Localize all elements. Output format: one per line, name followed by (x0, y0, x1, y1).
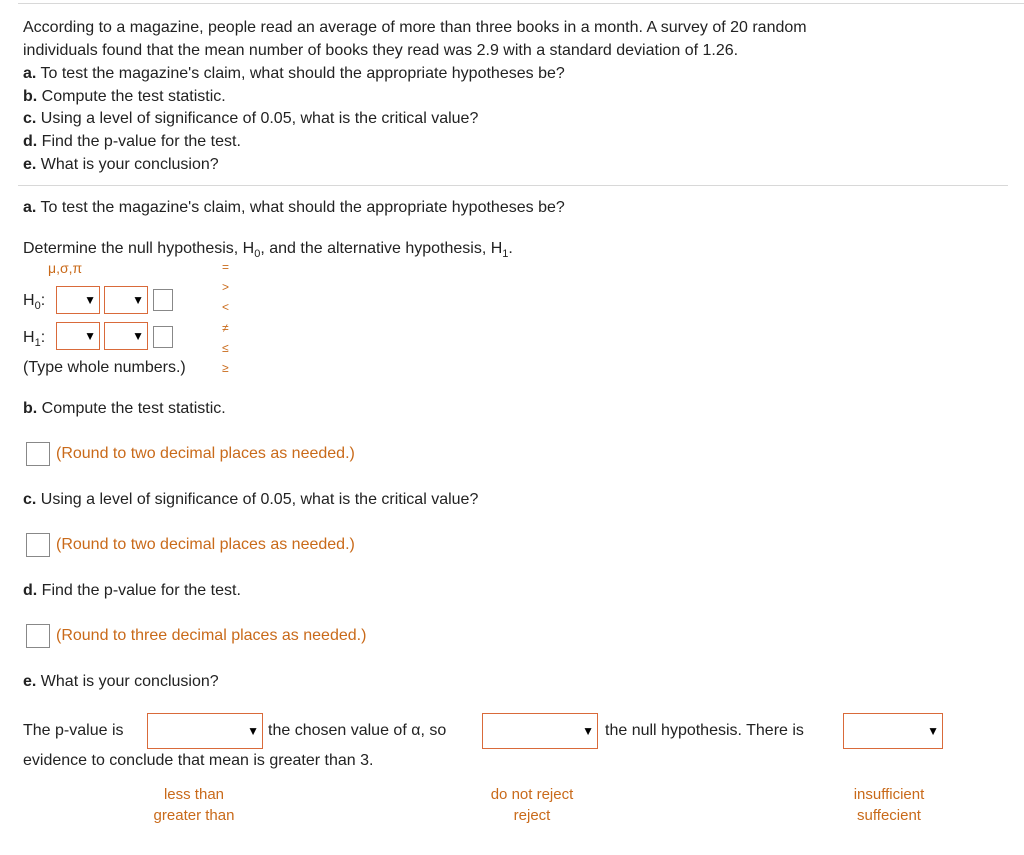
chevron-down-icon: ▼ (84, 293, 96, 307)
chevron-down-icon: ▼ (247, 724, 259, 738)
h1-relation-dropdown[interactable] (104, 322, 148, 350)
relation-greater-equal[interactable]: ≥ (222, 361, 229, 375)
top-border (18, 3, 1024, 4)
chevron-down-icon: ▼ (132, 293, 144, 307)
test-statistic-hint: (Round to two decimal places as needed.) (56, 445, 355, 462)
critical-value-hint: (Round to two decimal places as needed.) (56, 536, 355, 553)
option-less-than[interactable]: less than (163, 786, 225, 803)
h0-parameter-dropdown[interactable] (56, 286, 100, 314)
relation-equal[interactable]: = (222, 260, 230, 274)
h0-relation-dropdown[interactable] (104, 286, 148, 314)
part-a-title: a. To test the magazine's claim, what should the appropriate hypotheses be? (23, 199, 565, 216)
relation-less[interactable]: < (222, 300, 230, 314)
decision-dropdown[interactable] (482, 713, 598, 749)
question-part-c: c. Using a level of significance of 0.05, what is the critical value? (23, 110, 479, 127)
chevron-down-icon: ▼ (132, 329, 144, 343)
h1-parameter-dropdown[interactable] (56, 322, 100, 350)
relation-not-equal[interactable]: ≠ (222, 321, 229, 335)
hypothesis-instruction: Determine the null hypothesis, $H_0$, and the alternative hypothesis, $H_1$. (23, 240, 513, 261)
evidence-dropdown[interactable] (843, 713, 943, 749)
chevron-down-icon: ▼ (582, 724, 594, 738)
conclusion-text-4: evidence to conclude that mean is greater than 3. (23, 752, 374, 769)
critical-value-input[interactable] (26, 533, 50, 557)
conclusion-text-3: the null hypothesis. There is (605, 722, 804, 739)
conclusion-text-1: The p-value is (23, 722, 124, 739)
h0-value-input[interactable] (153, 289, 173, 311)
option-reject[interactable]: reject (513, 807, 551, 824)
part-b-title: b. Compute the test statistic. (23, 400, 226, 417)
question-part-a: a. To test the magazine's claim, what should the appropriate hypotheses be? (23, 65, 565, 82)
h1-value-input[interactable] (153, 326, 173, 348)
option-insufficient[interactable]: insufficient (853, 786, 925, 803)
option-greater-than[interactable]: greater than (153, 807, 235, 824)
relation-greater[interactable]: > (222, 280, 230, 294)
dropdown1-options (144, 784, 244, 826)
h1-label: $H_1$: (23, 329, 46, 350)
symbol-palette[interactable]: μ,σ,π (48, 260, 83, 276)
section-divider (18, 185, 1008, 186)
p-value-hint: (Round to three decimal places as needed.) (56, 627, 367, 644)
option-suffecient[interactable]: suffecient (857, 807, 921, 824)
question-part-e: e. What is your conclusion? (23, 156, 219, 173)
h0-label: $H_0$: (23, 292, 46, 313)
question-line-1: According to a magazine, people read an average of more than three books in a month. A survey of 20 random (23, 19, 807, 36)
question-part-d: d. Find the p-value for the test. (23, 133, 241, 150)
whole-numbers-note: (Type whole numbers.) (23, 359, 186, 376)
conclusion-text-2: the chosen value of α, so (268, 722, 447, 739)
dropdown2-options (478, 784, 586, 826)
part-e-title: e. What is your conclusion? (23, 673, 219, 690)
part-d-title: d. Find the p-value for the test. (23, 582, 241, 599)
dropdown3-options (840, 784, 938, 826)
question-part-b: b. Compute the test statistic. (23, 88, 226, 105)
test-statistic-input[interactable] (26, 442, 50, 466)
question-line-2: individuals found that the mean number of books they read was 2.9 with a standard deviation of 1.26. (23, 42, 739, 59)
part-c-title: c. Using a level of significance of 0.05, what is the critical value? (23, 491, 479, 508)
relation-less-equal[interactable]: ≤ (222, 341, 229, 355)
chevron-down-icon: ▼ (927, 724, 939, 738)
chevron-down-icon: ▼ (84, 329, 96, 343)
option-do-not-reject[interactable]: do not reject (490, 786, 574, 803)
p-value-input[interactable] (26, 624, 50, 648)
pvalue-comparison-dropdown[interactable] (147, 713, 263, 749)
